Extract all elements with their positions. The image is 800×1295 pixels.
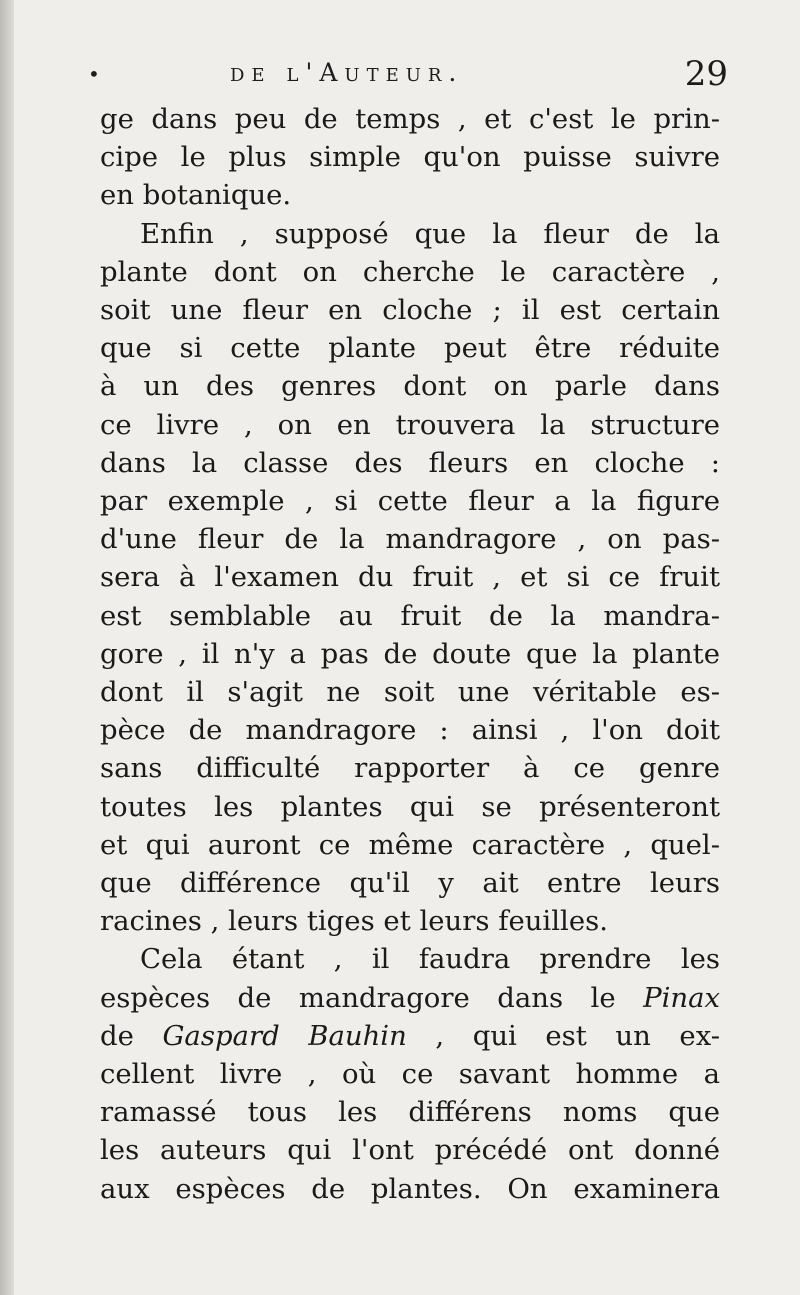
text-line-16: dont il s'agit ne soit une véritable es- — [100, 676, 720, 709]
text-line-19: toutes les plantes qui se présenteront — [100, 790, 720, 823]
text-line-5: plante dont on cherche le caractère , — [100, 255, 720, 288]
running-title: de l'Auteur. — [230, 58, 464, 87]
text-line-1: ge dans peu de temps , et c'est le prin- — [100, 103, 720, 135]
gaspard-bauhin-italic: Gaspard Bauhin — [162, 1019, 407, 1052]
text-line-29: aux espèces de plantes. On examinera — [100, 1172, 720, 1205]
page-number: 29 — [684, 54, 728, 94]
running-header — [80, 52, 740, 96]
page-gutter-shadow — [0, 0, 14, 1295]
text-line-9: ce livre , on en trouvera la structure — [100, 408, 720, 441]
text-line-25-post: , qui est un ex- — [406, 1019, 721, 1052]
text-line-6: soit une fleur en cloche ; il est certain — [100, 294, 720, 327]
text-line-21: que différence qu'il y ait entre leurs — [100, 867, 720, 900]
text-line-10: dans la classe des fleurs en cloche : — [100, 446, 720, 479]
body-text — [100, 100, 720, 1208]
text-line-27: ramassé tous les différens noms que — [100, 1096, 720, 1129]
text-line-26: cellent livre , où ce savant homme a — [100, 1058, 720, 1091]
text-line-2: cipe le plus simple qu'on puisse suivre — [100, 141, 720, 174]
text-line-25-pre: de — [100, 1019, 163, 1052]
text-line-24-roman: espèces de mandragore dans le — [100, 981, 644, 1014]
text-line-14: est semblable au fruit de la mandra- — [100, 599, 720, 632]
text-line-4: Enfin , supposé que la fleur de la — [140, 217, 720, 250]
text-line-25 — [100, 1017, 720, 1055]
text-line-28: les auteurs qui l'ont précédé ont donné — [100, 1134, 720, 1167]
text-line-7: que si cette plante peut être réduite — [100, 332, 720, 365]
text-line-3: en botanique. — [100, 179, 292, 212]
text-line-17: pèce de mandragore : ainsi , l'on doit — [100, 714, 720, 747]
text-line-15: gore , il n'y a pas de doute que la plante — [100, 637, 720, 670]
text-line-12: d'une fleur de la mandragore , on pas- — [100, 523, 720, 556]
text-line-18: sans difficulté rapporter à ce genre — [100, 752, 720, 785]
pinax-italic: Pinax — [643, 981, 720, 1014]
text-line-22: racines , leurs tiges et leurs feuilles. — [100, 905, 608, 938]
text-line-11: par exemple , si cette fleur a la figure — [100, 485, 720, 518]
text-line-24 — [100, 979, 720, 1017]
text-line-13: sera à l'examen du fruit , et si ce fruit — [100, 561, 720, 594]
text-line-20: et qui auront ce même caractère , quel- — [100, 828, 720, 861]
header-ornament: • — [88, 62, 100, 86]
text-line-8: à un des genres dont on parle dans — [100, 370, 720, 403]
text-line-23: Cela étant , il faudra prendre les — [140, 943, 720, 976]
